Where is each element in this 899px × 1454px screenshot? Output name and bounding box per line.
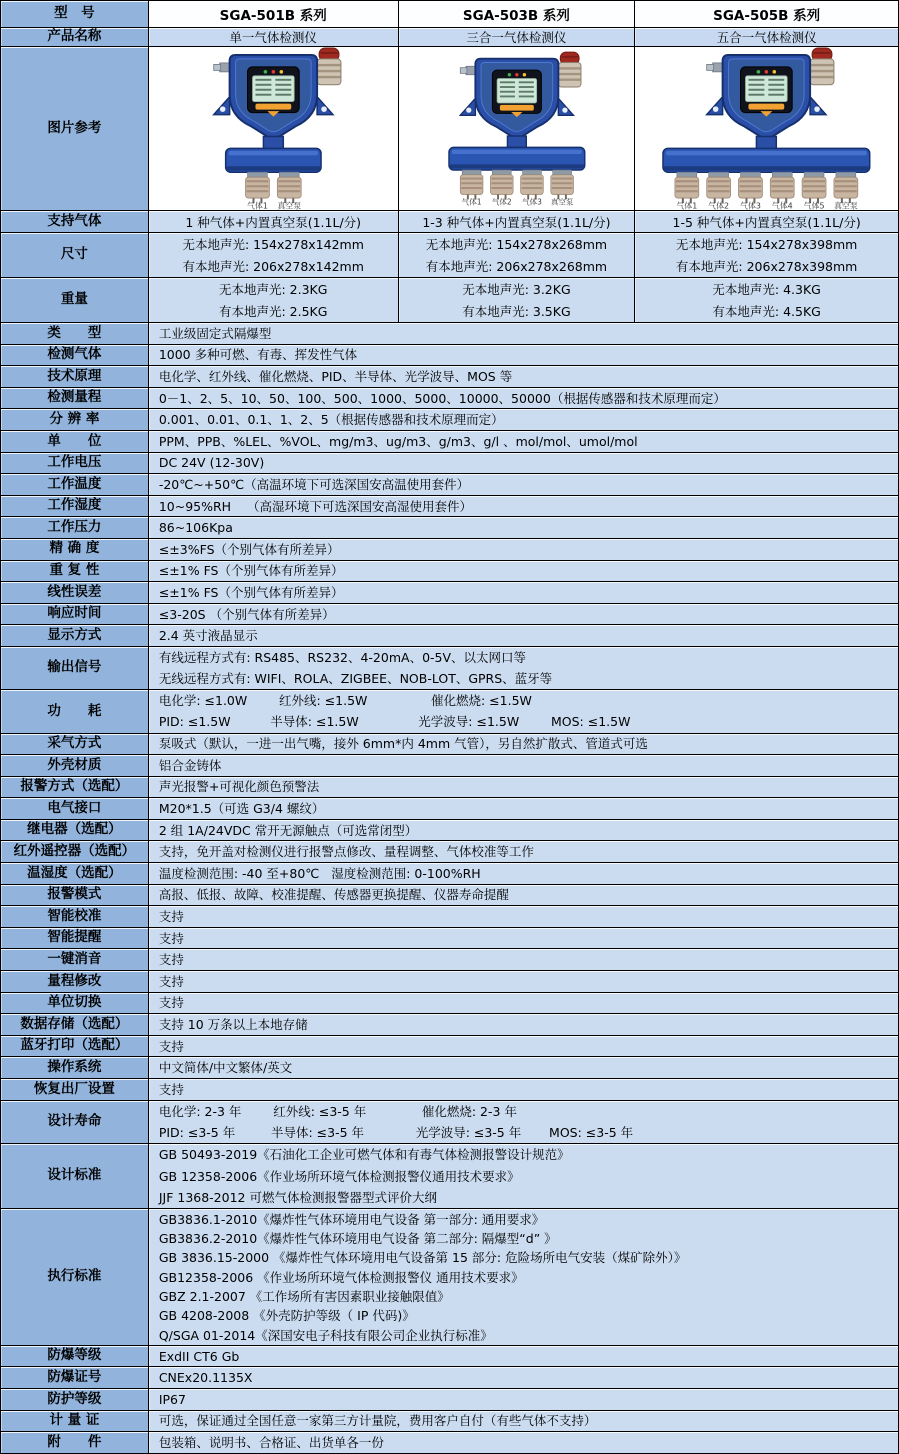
product-name-2: 三合一气体检测仪 <box>399 28 636 46</box>
table-row <box>1 211 899 233</box>
value-line: JJF 1368-2012 可燃气体检测报警器型式评价大纲 <box>158 1190 437 1206</box>
row-value <box>149 496 899 517</box>
row-label: 量程修改 <box>1 971 149 992</box>
value-line: GB12358-2006 《作业场所环境气体检测报警仪 通用技术要求》 <box>158 1269 524 1285</box>
sensor-caption: 真空泵 <box>834 201 859 210</box>
gas-detector-illustration <box>635 47 898 210</box>
row-label: 响应时间 <box>1 604 149 625</box>
row-value <box>149 993 899 1014</box>
value-line: GB 4208-2008 《外壳防护等级（ IP 代码)》 <box>158 1308 415 1324</box>
value-line: 铝合金铸体 <box>158 757 222 773</box>
row-value <box>149 582 899 603</box>
value-line: 声光报警+可视化颜色预警法 <box>158 779 320 795</box>
value-line: 10~95%RH （高湿环境下可选深国安高湿使用套件） <box>158 498 472 514</box>
gas-detector-illustration <box>149 47 398 210</box>
table-row <box>1 539 899 561</box>
row-value <box>149 1367 899 1388</box>
sensor-caption: 气体5 <box>803 201 825 210</box>
value-line: 有线远程方式有: RS485、RS232、4-20mA、0-5V、以太网口等 <box>158 649 527 665</box>
row-label: 工作压力 <box>1 517 149 538</box>
row-label: 设计标准 <box>1 1144 149 1209</box>
row-label: 执行标准 <box>1 1209 149 1345</box>
value-line: 0.001、0.01、0.1、1、2、5（根据传感器和技术原理而定） <box>158 412 504 428</box>
row-label: 重 复 性 <box>1 561 149 582</box>
row-label: 温湿度（选配） <box>1 863 149 884</box>
value-line: 支持 <box>158 1038 184 1054</box>
row-value <box>149 1144 899 1209</box>
value-line: CNEx20.1135X <box>158 1370 253 1386</box>
table-row <box>1 517 899 539</box>
table-row <box>1 625 899 647</box>
row-label: 显示方式 <box>1 625 149 646</box>
row-label: 技术原理 <box>1 366 149 387</box>
value-line: GB 3836.15-2000 《爆炸性气体环境用电气设备第 15 部分: 危险场所电气安装（煤矿除外）》 <box>158 1250 687 1266</box>
row-label: 工作湿度 <box>1 496 149 517</box>
table-row <box>1 1432 899 1454</box>
spec-value <box>635 278 899 322</box>
row-value <box>149 863 899 884</box>
row-label: 尺寸 <box>1 233 149 277</box>
table-row <box>1 928 899 950</box>
row-value <box>149 366 899 387</box>
value-line: 0－1、2、5、10、50、100、500、1000、5000、10000、50000（根据传感器和技术原理而定） <box>158 390 726 406</box>
spec-value <box>399 278 636 322</box>
row-label: 恢复出厂设置 <box>1 1079 149 1100</box>
value-line: 有本地声光: 206x278x142mm <box>182 259 364 274</box>
value-line: 支持 <box>158 930 184 946</box>
value-line: 有本地声光: 4.5KG <box>712 304 821 319</box>
row-label: 采气方式 <box>1 734 149 755</box>
value-line: 无本地声光: 154x278x398mm <box>675 237 858 252</box>
row-label: 外壳材质 <box>1 755 149 776</box>
sensor-caption: 气体3 <box>740 201 762 210</box>
row-value <box>149 949 899 970</box>
value-line: 2.4 英寸液晶显示 <box>158 628 258 644</box>
value-line: 可选，保证通过全国任意一家第三方计量院，费用客户自付（有些气体不支持） <box>158 1413 597 1429</box>
row-value <box>149 1014 899 1035</box>
value-line: 无本地声光: 4.3KG <box>712 282 821 297</box>
row-value <box>149 1079 899 1100</box>
product-image-2 <box>399 47 636 210</box>
value-line: 包装箱、说明书、合格证、出货单各一份 <box>158 1435 384 1451</box>
value-line: 支持 <box>158 952 184 968</box>
table-row <box>1 906 899 928</box>
value-line: GB3836.2-2010《爆炸性气体环境用电气设备 第二部分: 隔爆型“d” 》 <box>158 1230 557 1246</box>
table-row <box>1 885 899 907</box>
table-row <box>1 1389 899 1411</box>
value-line: ≤±1% FS（个别气体有所差异） <box>158 563 344 579</box>
value-line: 支持 <box>158 995 184 1011</box>
table-row <box>1 233 899 278</box>
value-line: IP67 <box>158 1391 186 1407</box>
row-value <box>149 1346 899 1367</box>
row-label: 单 位 <box>1 431 149 452</box>
spec-value <box>399 233 636 277</box>
value-line: 支持，免开盖对检测仪进行报警点修改、量程调整、气体校准等工作 <box>158 844 534 860</box>
row-label: 输出信号 <box>1 647 149 689</box>
row-label: 蓝牙打印（选配） <box>1 1036 149 1057</box>
value-line: GB 50493-2019《石油化工企业可燃气体和有毒气体检测报警设计规范》 <box>158 1147 570 1163</box>
row-label-product: 产品名称 <box>1 28 149 46</box>
sensor-caption: 气体1 <box>676 201 698 210</box>
table-row <box>1 1367 899 1389</box>
table-row-product <box>1 28 899 47</box>
table-row <box>1 798 899 820</box>
value-line: 无本地声光: 154x278x142mm <box>182 237 364 252</box>
row-value <box>149 885 899 906</box>
value-line: 86~106Kpa <box>158 520 233 536</box>
value-line: ExdII CT6 Gb <box>158 1348 240 1364</box>
spec-value <box>149 233 399 277</box>
value-line: 支持 <box>158 973 184 989</box>
row-label: 类 型 <box>1 323 149 344</box>
spec-value <box>635 233 899 277</box>
model-name-3: SGA-505B 系列 <box>635 1 899 27</box>
gas-detector-illustration <box>399 47 635 210</box>
table-row-model <box>1 1 899 28</box>
row-value <box>149 561 899 582</box>
row-value <box>149 453 899 474</box>
value-line: 有本地声光: 2.5KG <box>218 304 328 319</box>
table-row <box>1 1209 899 1346</box>
table-row <box>1 1057 899 1079</box>
row-label: 计 量 证 <box>1 1411 149 1432</box>
row-value <box>149 777 899 798</box>
table-row <box>1 561 899 583</box>
table-row <box>1 949 899 971</box>
row-label: 智能校准 <box>1 906 149 927</box>
product-image-3 <box>635 47 899 210</box>
spec-value: 1 种气体+内置真空泵(1.1L/分) <box>149 211 399 232</box>
table-row <box>1 604 899 626</box>
row-value <box>149 928 899 949</box>
row-label: 报警方式（选配） <box>1 777 149 798</box>
row-value <box>149 323 899 344</box>
value-line: 无本地声光: 3.2KG <box>462 282 571 297</box>
row-label: 防爆等级 <box>1 1346 149 1367</box>
row-label: 工作电压 <box>1 453 149 474</box>
table-row-image <box>1 47 899 211</box>
table-row <box>1 1101 899 1144</box>
value-line: Q/SGA 01-2014《深国安电子科技有限公司企业执行标准》 <box>158 1327 493 1343</box>
value-line: -20℃~+50℃（高温环境下可选深国安高温使用套件） <box>158 476 470 492</box>
row-label: 智能提醒 <box>1 928 149 949</box>
row-value <box>149 1036 899 1057</box>
sensor-caption: 气体2 <box>491 197 512 207</box>
table-row <box>1 755 899 777</box>
row-value <box>149 604 899 625</box>
value-line: PPM、PPB、%LEL、%VOL、mg/m3、ug/m3、g/m3、g/l 、mol/mol、umol/mol <box>158 433 638 449</box>
table-row <box>1 388 899 410</box>
row-label: 功 耗 <box>1 690 149 732</box>
row-value <box>149 1411 899 1432</box>
row-value <box>149 409 899 430</box>
table-row <box>1 971 899 993</box>
row-label-model: 型 号 <box>1 1 149 27</box>
sensor-caption: 真空泵 <box>550 197 573 207</box>
row-label: 报警模式 <box>1 885 149 906</box>
row-label: 继电器（选配） <box>1 820 149 841</box>
value-line: ≤±3%FS（个别气体有所差异） <box>158 541 340 557</box>
product-name-3: 五合一气体检测仪 <box>635 28 899 46</box>
value-line: 2 组 1A/24VDC 常开无源触点（可选常闭型） <box>158 822 418 838</box>
row-label: 红外遥控器（选配） <box>1 841 149 862</box>
value-line: 电化学: ≤1.0W 红外线: ≤1.5W 催化燃烧: ≤1.5W <box>158 693 532 709</box>
row-label: 重量 <box>1 278 149 322</box>
value-line: 支持 10 万条以上本地存储 <box>158 1017 308 1033</box>
row-label: 防爆证号 <box>1 1367 149 1388</box>
value-line: 电化学、红外线、催化燃烧、PID、半导体、光学波导、MOS 等 <box>158 368 513 384</box>
row-label: 电气接口 <box>1 798 149 819</box>
spec-rows <box>1 323 899 1454</box>
value-line: 有本地声光: 3.5KG <box>462 304 571 319</box>
row-label: 支持气体 <box>1 211 149 232</box>
value-line: 无线远程方式有: WIFI、ROLA、ZIGBEE、NOB-LOT、GPRS、蓝牙等 <box>158 671 553 687</box>
sensor-caption: 气体3 <box>521 197 542 207</box>
row-value <box>149 734 899 755</box>
row-value <box>149 517 899 538</box>
table-row <box>1 323 899 345</box>
value-line: 高报、低报、故障、校准提醒、传感器更换提醒、仪器寿命提醒 <box>158 887 509 903</box>
sensor-caption: 气体1 <box>461 197 482 207</box>
spec-value: 1-3 种气体+内置真空泵(1.1L/分) <box>399 211 636 232</box>
sensor-caption: 气体4 <box>772 201 794 210</box>
value-line: PID: ≤3-5 年 半导体: ≤3-5 年 光学波导: ≤3-5 年 MOS: ≤3-5 年 <box>158 1124 634 1140</box>
table-row <box>1 863 899 885</box>
value-line: 1000 多种可燃、有毒、挥发性气体 <box>158 347 358 363</box>
value-line: ≤±1% FS（个别气体有所差异） <box>158 584 344 600</box>
table-row <box>1 777 899 799</box>
value-line: 支持 <box>158 909 184 925</box>
row-label: 附 件 <box>1 1432 149 1453</box>
value-line: ≤3-20S （个别气体有所差异） <box>158 606 335 622</box>
value-line: GB3836.1-2010《爆炸性气体环境用电气设备 第一部分: 通用要求》 <box>158 1211 545 1227</box>
row-value <box>149 841 899 862</box>
row-value <box>149 539 899 560</box>
row-label: 工作温度 <box>1 474 149 495</box>
spec-value <box>149 278 399 322</box>
row-value <box>149 1432 899 1453</box>
table-row <box>1 647 899 690</box>
row-label: 操作系统 <box>1 1057 149 1078</box>
model-name-2: SGA-503B 系列 <box>399 1 636 27</box>
value-line: GBZ 2.1-2007 《工作场所有害因素职业接触限值》 <box>158 1288 450 1304</box>
spec-value: 1-5 种气体+内置真空泵(1.1L/分) <box>635 211 899 232</box>
row-value <box>149 690 899 732</box>
value-line: 有本地声光: 206x278x398mm <box>675 259 858 274</box>
sensor-caption: 真空泵 <box>277 201 301 210</box>
table-row <box>1 278 899 323</box>
row-value <box>149 647 899 689</box>
product-name-1: 单一气体检测仪 <box>149 28 399 46</box>
value-line: 无本地声光: 2.3KG <box>218 282 328 297</box>
value-line: DC 24V (12-30V) <box>158 455 265 471</box>
table-row <box>1 734 899 756</box>
value-line: M20*1.5（可选 G3/4 螺纹） <box>158 801 325 817</box>
table-row <box>1 453 899 475</box>
row-label: 数据存储（选配） <box>1 1014 149 1035</box>
table-row <box>1 1079 899 1101</box>
row-value <box>149 1101 899 1143</box>
value-line: 支持 <box>158 1081 184 1097</box>
row-value <box>149 1057 899 1078</box>
table-row <box>1 1346 899 1368</box>
row-label-image: 图片参考 <box>1 47 149 210</box>
model-name-1: SGA-501B 系列 <box>149 1 399 27</box>
table-row <box>1 496 899 518</box>
table-row <box>1 690 899 733</box>
row-label: 设计寿命 <box>1 1101 149 1143</box>
value-line: 无本地声光: 154x278x268mm <box>425 237 608 252</box>
table-row <box>1 474 899 496</box>
row-value <box>149 820 899 841</box>
row-value <box>149 345 899 366</box>
row-value <box>149 431 899 452</box>
table-row <box>1 345 899 367</box>
sensor-caption: 气体1 <box>246 201 268 210</box>
table-row <box>1 820 899 842</box>
value-line: 工业级固定式隔爆型 <box>158 325 272 341</box>
row-label: 单位切换 <box>1 993 149 1014</box>
row-value <box>149 625 899 646</box>
row-value <box>149 971 899 992</box>
row-value <box>149 1209 899 1345</box>
table-row <box>1 366 899 388</box>
table-row <box>1 1411 899 1433</box>
value-line: 温度检测范围: -40 至+80℃ 湿度检测范围: 0-100%RH <box>158 865 481 881</box>
table-row <box>1 1014 899 1036</box>
table-row <box>1 582 899 604</box>
value-line: 中文简体/中文繁体/英文 <box>158 1060 293 1076</box>
row-value <box>149 755 899 776</box>
table-row <box>1 431 899 453</box>
product-image-1 <box>149 47 399 210</box>
table-row <box>1 1144 899 1210</box>
row-label: 一键消音 <box>1 949 149 970</box>
row-label: 线性误差 <box>1 582 149 603</box>
table-row <box>1 409 899 431</box>
value-line: 泵吸式（默认，一进一出气嘴，接外 6mm*内 4mm 气管），另自然扩散式、管道式可选 <box>158 736 648 752</box>
row-value <box>149 906 899 927</box>
row-value <box>149 1389 899 1410</box>
value-line: 有本地声光: 206x278x268mm <box>425 259 608 274</box>
value-line: GB 12358-2006《作业场所环境气体检测报警仪通用技术要求》 <box>158 1168 520 1184</box>
row-value <box>149 798 899 819</box>
table-row <box>1 841 899 863</box>
row-value <box>149 474 899 495</box>
compare-rows <box>1 211 899 323</box>
row-label: 检测气体 <box>1 345 149 366</box>
row-label: 检测量程 <box>1 388 149 409</box>
table-row <box>1 993 899 1015</box>
row-label: 精 确 度 <box>1 539 149 560</box>
table-row <box>1 1036 899 1058</box>
row-value <box>149 388 899 409</box>
value-line: PID: ≤1.5W 半导体: ≤1.5W 光学波导: ≤1.5W MOS: ≤1.5W <box>158 714 631 730</box>
sensor-caption: 气体2 <box>708 201 730 210</box>
row-label: 防护等级 <box>1 1389 149 1410</box>
row-label: 分 辨 率 <box>1 409 149 430</box>
value-line: 电化学: 2-3 年 红外线: ≤3-5 年 催化燃烧: 2-3 年 <box>158 1103 517 1119</box>
